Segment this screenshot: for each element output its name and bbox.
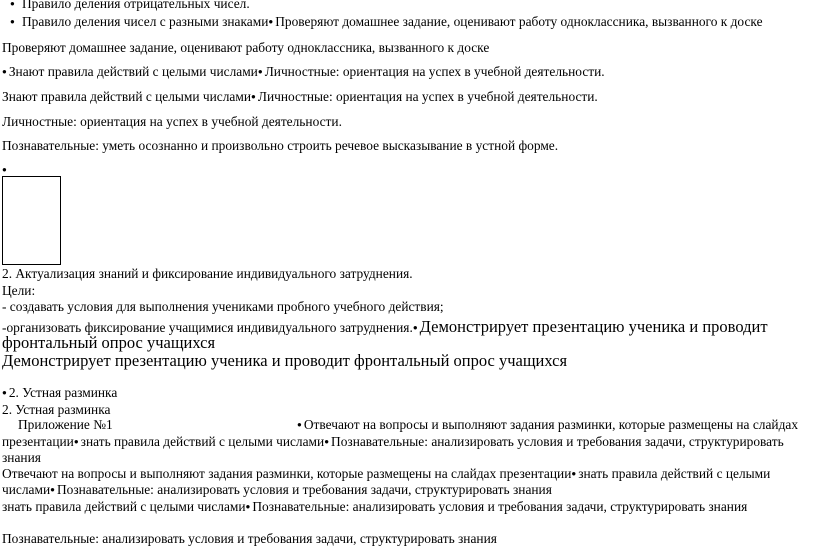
list-item: Правило деления отрицательных чисел. (22, 0, 250, 11)
text-line: ● Знают правила действий с целыми числами● Личностные: ориентация на успех в учебной деятельности. (2, 64, 605, 80)
appendix-label: Приложение №1 (18, 417, 113, 432)
text-line: знания (2, 450, 41, 465)
list-item: Правило деления чисел с разными знаками● Проверяют домашнее задание, оценивают работу одноклассника, вызванного к доске (22, 14, 763, 30)
text-line: Цели: (2, 283, 36, 298)
text-line: -организовать фиксирование учащимися индивидуального затруднения.● Демонстрирует презентацию ученика и проводит (2, 317, 768, 336)
text-line: Познавательные: анализировать условия и требования задачи, структурировать знания (2, 531, 497, 546)
text-line: презентации● знать правила действий с целыми числами● Познавательные: анализировать условия и требования задачи, структурировать (2, 434, 784, 450)
text-line: Знают правила действий с целыми числами● Личностные: ориентация на успех в учебной деятельности. (2, 89, 598, 105)
text-line: фронтальный опрос учащихся (2, 333, 216, 352)
text-line: Демонстрирует презентацию ученика и проводит фронтальный опрос учащихся (2, 351, 568, 370)
text-line: ● Отвечают на вопросы и выполняют задания разминки, которые размещены на слайдах (297, 417, 798, 433)
text-line: Познавательные: уметь осознанно и произвольно строить речевое высказывание в устной форме. (2, 138, 559, 153)
list-bullet: ● (10, 0, 15, 8)
text-line: ● 2. Устная разминка (2, 385, 117, 401)
text-line: Личностные: ориентация на успех в учебной деятельности. (2, 114, 342, 129)
text-line: - создавать условия для выполнения учениками пробного учебного действия; (2, 299, 444, 314)
text-line: знать правила действий с целыми числами● Познавательные: анализировать условия и требования задачи, структурировать знания (2, 499, 747, 515)
section-heading: 2. Актуализация знаний и фиксирование индивидуального затруднения. (2, 266, 413, 281)
empty-box (2, 176, 61, 265)
text-line: Проверяют домашнее задание, оценивают работу одноклассника, вызванного к доске (2, 40, 490, 55)
text-line: 2. Устная разминка (2, 402, 111, 417)
text-line: числами● Познавательные: анализировать условия и требования задачи, структурировать знания (2, 482, 552, 498)
text-line: Отвечают на вопросы и выполняют задания разминки, которые размещены на слайдах презентации● знать правила действий с целыми (2, 466, 770, 482)
list-bullet: ● (10, 17, 15, 26)
